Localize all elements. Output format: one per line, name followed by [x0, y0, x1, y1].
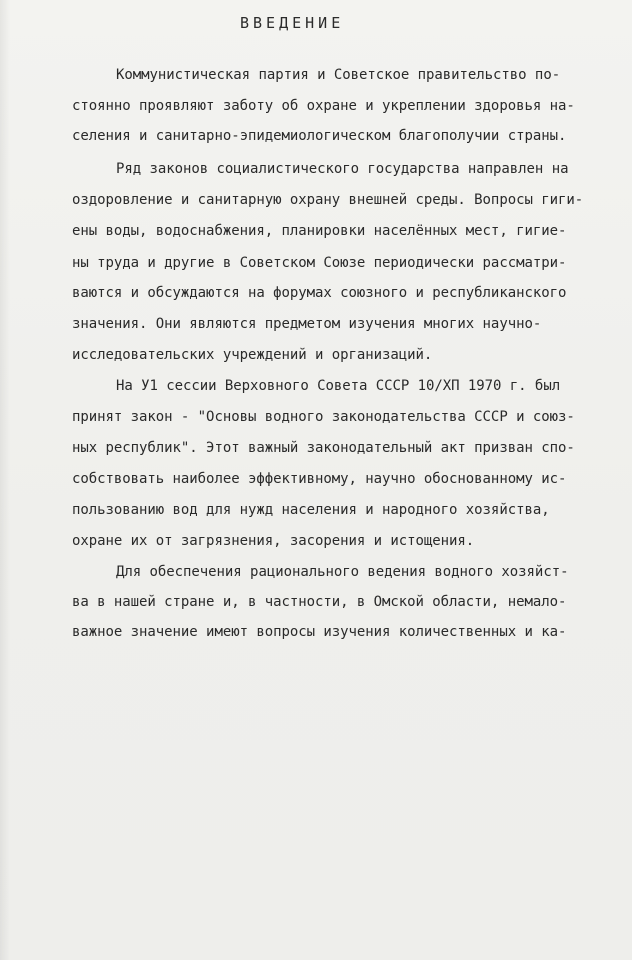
text-line: Для обеспечения рационального ведения водного хозяйст- [116, 564, 569, 580]
text-line: На У1 сессии Верховного Совета СССР 10/ХП 1970 г. был [116, 378, 561, 394]
text-line: ны труда и другие в Советском Союзе периодически рассматри- [72, 255, 567, 271]
text-line: принят закон - "Основы водного законодательства СССР и союз- [72, 409, 575, 425]
text-line: исследовательских учреждений и организаций. [72, 347, 433, 363]
text-line: оздоровление и санитарную охрану внешней среды. Вопросы гиги- [72, 192, 584, 208]
text-line: значения. Они являются предметом изучения многих научно- [72, 316, 542, 332]
text-line: ва в нашей стране и, в частности, в Омской области, немало- [72, 594, 567, 610]
text-line: пользованию вод для нужд населения и народного хозяйства, [72, 502, 550, 518]
text-line: ваются и обсуждаются на форумах союзного и республиканского [72, 285, 567, 301]
text-line: охране их от загрязнения, засорения и истощения. [72, 533, 475, 549]
text-line: собствовать наиболее эффективному, научно обоснованному ис- [72, 471, 567, 487]
text-line: ены воды, водоснабжения, планировки населённых мест, гигие- [72, 223, 567, 239]
text-line: важное значение имеют вопросы изучения количественных и ка- [72, 624, 567, 640]
page-title: ВВЕДЕНИЕ [240, 14, 345, 32]
text-line: Ряд законов социалистического государства направлен на [116, 161, 569, 177]
page-edge-shadow [0, 0, 10, 960]
text-line: ных республик". Этот важный законодательный акт призван спо- [72, 440, 575, 456]
text-line: Коммунистическая партия и Советское правительство по- [116, 67, 561, 83]
text-line: селения и санитарно-эпидемиологическом благополучии страны. [72, 128, 567, 144]
text-line: стоянно проявляют заботу об охране и укреплении здоровья на- [72, 98, 575, 114]
